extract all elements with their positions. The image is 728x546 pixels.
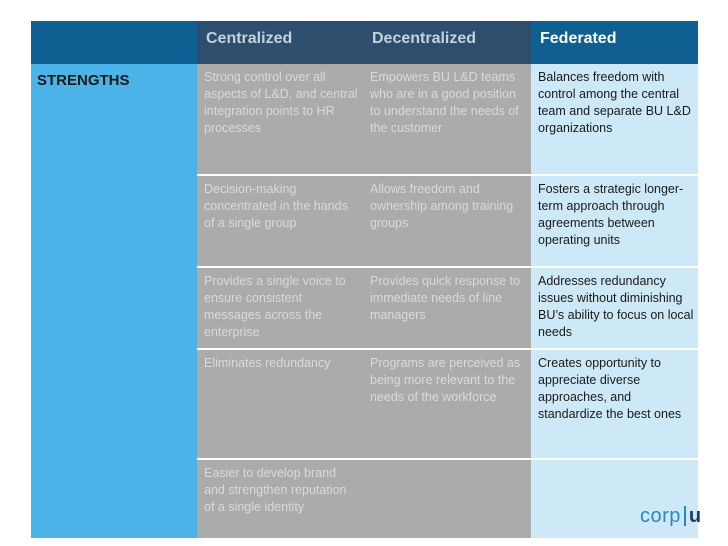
cell-federated-2: Fosters a strategic longer-term approach through agreements between operating units	[531, 176, 698, 266]
header-centralized: Centralized	[197, 21, 363, 64]
corpu-logo	[640, 504, 701, 528]
cell-decentralized-5	[363, 460, 531, 538]
cell-decentralized-4: Programs are perceived as being more relevant to the needs of the workforce	[363, 350, 531, 458]
cell-centralized-2: Decision-making concentrated in the hands of a single group	[197, 176, 363, 266]
header-corner-cell	[31, 21, 197, 64]
cell-decentralized-3: Provides quick response to immediate needs of line managers	[363, 268, 531, 348]
strengths-label: STRENGTHS	[37, 72, 130, 89]
logo-divider	[684, 506, 686, 526]
cell-decentralized-1: Empowers BU L&D teams who are in a good position to understand the needs of the customer	[363, 64, 531, 174]
cell-centralized-3: Provides a single voice to ensure consistent messages across the enterprise	[197, 268, 363, 348]
logo-corp-text: corp	[640, 504, 681, 527]
cell-federated-4: Creates opportunity to appreciate diverse approaches, and standardize the best ones	[531, 350, 698, 458]
header-decentralized: Decentralized	[363, 21, 531, 64]
cell-federated-1: Balances freedom with control among the central team and separate BU L&D organizations	[531, 64, 698, 174]
cell-centralized-5: Easier to develop brand and strengthen reputation of a single identity	[197, 460, 363, 538]
header-federated: Federated	[531, 21, 698, 64]
cell-centralized-1: Strong control over all aspects of L&D, and central integration points to HR processes	[197, 64, 363, 174]
strengths-column	[31, 64, 197, 538]
cell-decentralized-2: Allows freedom and ownership among training groups	[363, 176, 531, 266]
cell-federated-3: Addresses redundancy issues without diminishing BU’s ability to focus on local needs	[531, 268, 698, 348]
cell-centralized-4: Eliminates redundancy	[197, 350, 363, 458]
logo-u-text: u	[688, 504, 702, 527]
